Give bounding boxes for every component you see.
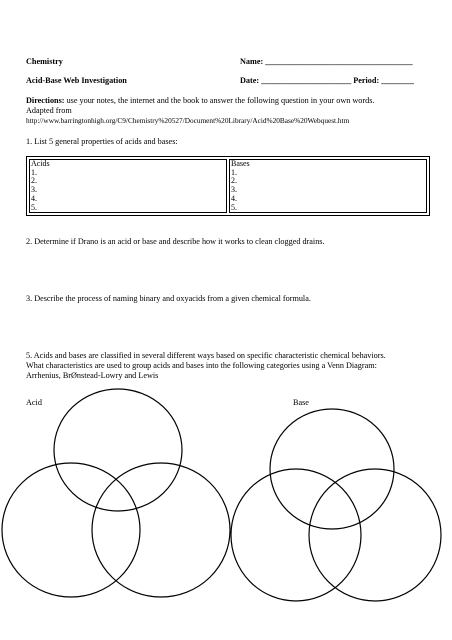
base-venn-circle-left[interactable]	[231, 469, 361, 601]
directions-text: use your notes, the internet and the book to answer the following question in your own words.	[64, 96, 375, 105]
question-2: 2. Determine if Drano is an acid or base and describe how it works to clean clogged drains.	[26, 237, 325, 246]
base-item-3: 3.	[231, 185, 237, 195]
acid-venn-diagram[interactable]	[2, 389, 230, 597]
directions-label: Directions:	[26, 96, 65, 105]
acid-item-4: 4.	[31, 193, 37, 203]
acid-venn-circle-top[interactable]	[54, 389, 182, 511]
acid-item-2: 2.	[31, 176, 37, 186]
name-field-line[interactable]: Name: ____________________________________	[240, 57, 413, 66]
base-item-4: 4.	[231, 193, 237, 203]
question-5-line-1: 5. Acids and bases are classified in several different ways based on specific characteristic chemical behaviors.	[26, 351, 386, 360]
base-venn-label: Base	[293, 398, 309, 407]
acids-header: Acids	[31, 159, 50, 168]
adapted-from: Adapted from	[26, 106, 72, 115]
question-3: 3. Describe the process of naming binary and oxyacids from a given chemical formula.	[26, 294, 311, 303]
acid-item-1: 1.	[31, 167, 37, 177]
acid-venn-label: Acid	[26, 398, 42, 407]
base-item-2: 2.	[231, 176, 237, 186]
question-5-line-3: Arrhenius, BrØnstead-Lowry and Lewis	[26, 371, 159, 380]
source-url[interactable]: http://www.barringtonhigh.org/C9/Chemistry%20527/Document%20Library/Acid%20Base%20Webquest.htm	[26, 116, 350, 125]
acid-venn-circle-right[interactable]	[92, 463, 230, 597]
acid-venn-circle-left[interactable]	[2, 463, 140, 597]
base-item-5: 5.	[231, 202, 237, 212]
base-venn-circle-right[interactable]	[309, 469, 441, 601]
base-venn-diagram[interactable]	[231, 409, 441, 601]
worksheet-title: Acid-Base Web Investigation	[26, 76, 127, 85]
date-period-line[interactable]: Date: ______________________ Period: ________	[240, 76, 414, 85]
bases-header: Bases	[231, 159, 250, 168]
acid-item-3: 3.	[31, 185, 37, 195]
subject-heading: Chemistry	[26, 57, 63, 66]
question-1: 1. List 5 general properties of acids and bases:	[26, 137, 178, 146]
base-item-1: 1.	[231, 167, 237, 177]
acid-item-5: 5.	[31, 202, 37, 212]
question-5-line-2: What characteristics are used to group acids and bases into the following categories using a Venn Diagram:	[26, 361, 377, 370]
